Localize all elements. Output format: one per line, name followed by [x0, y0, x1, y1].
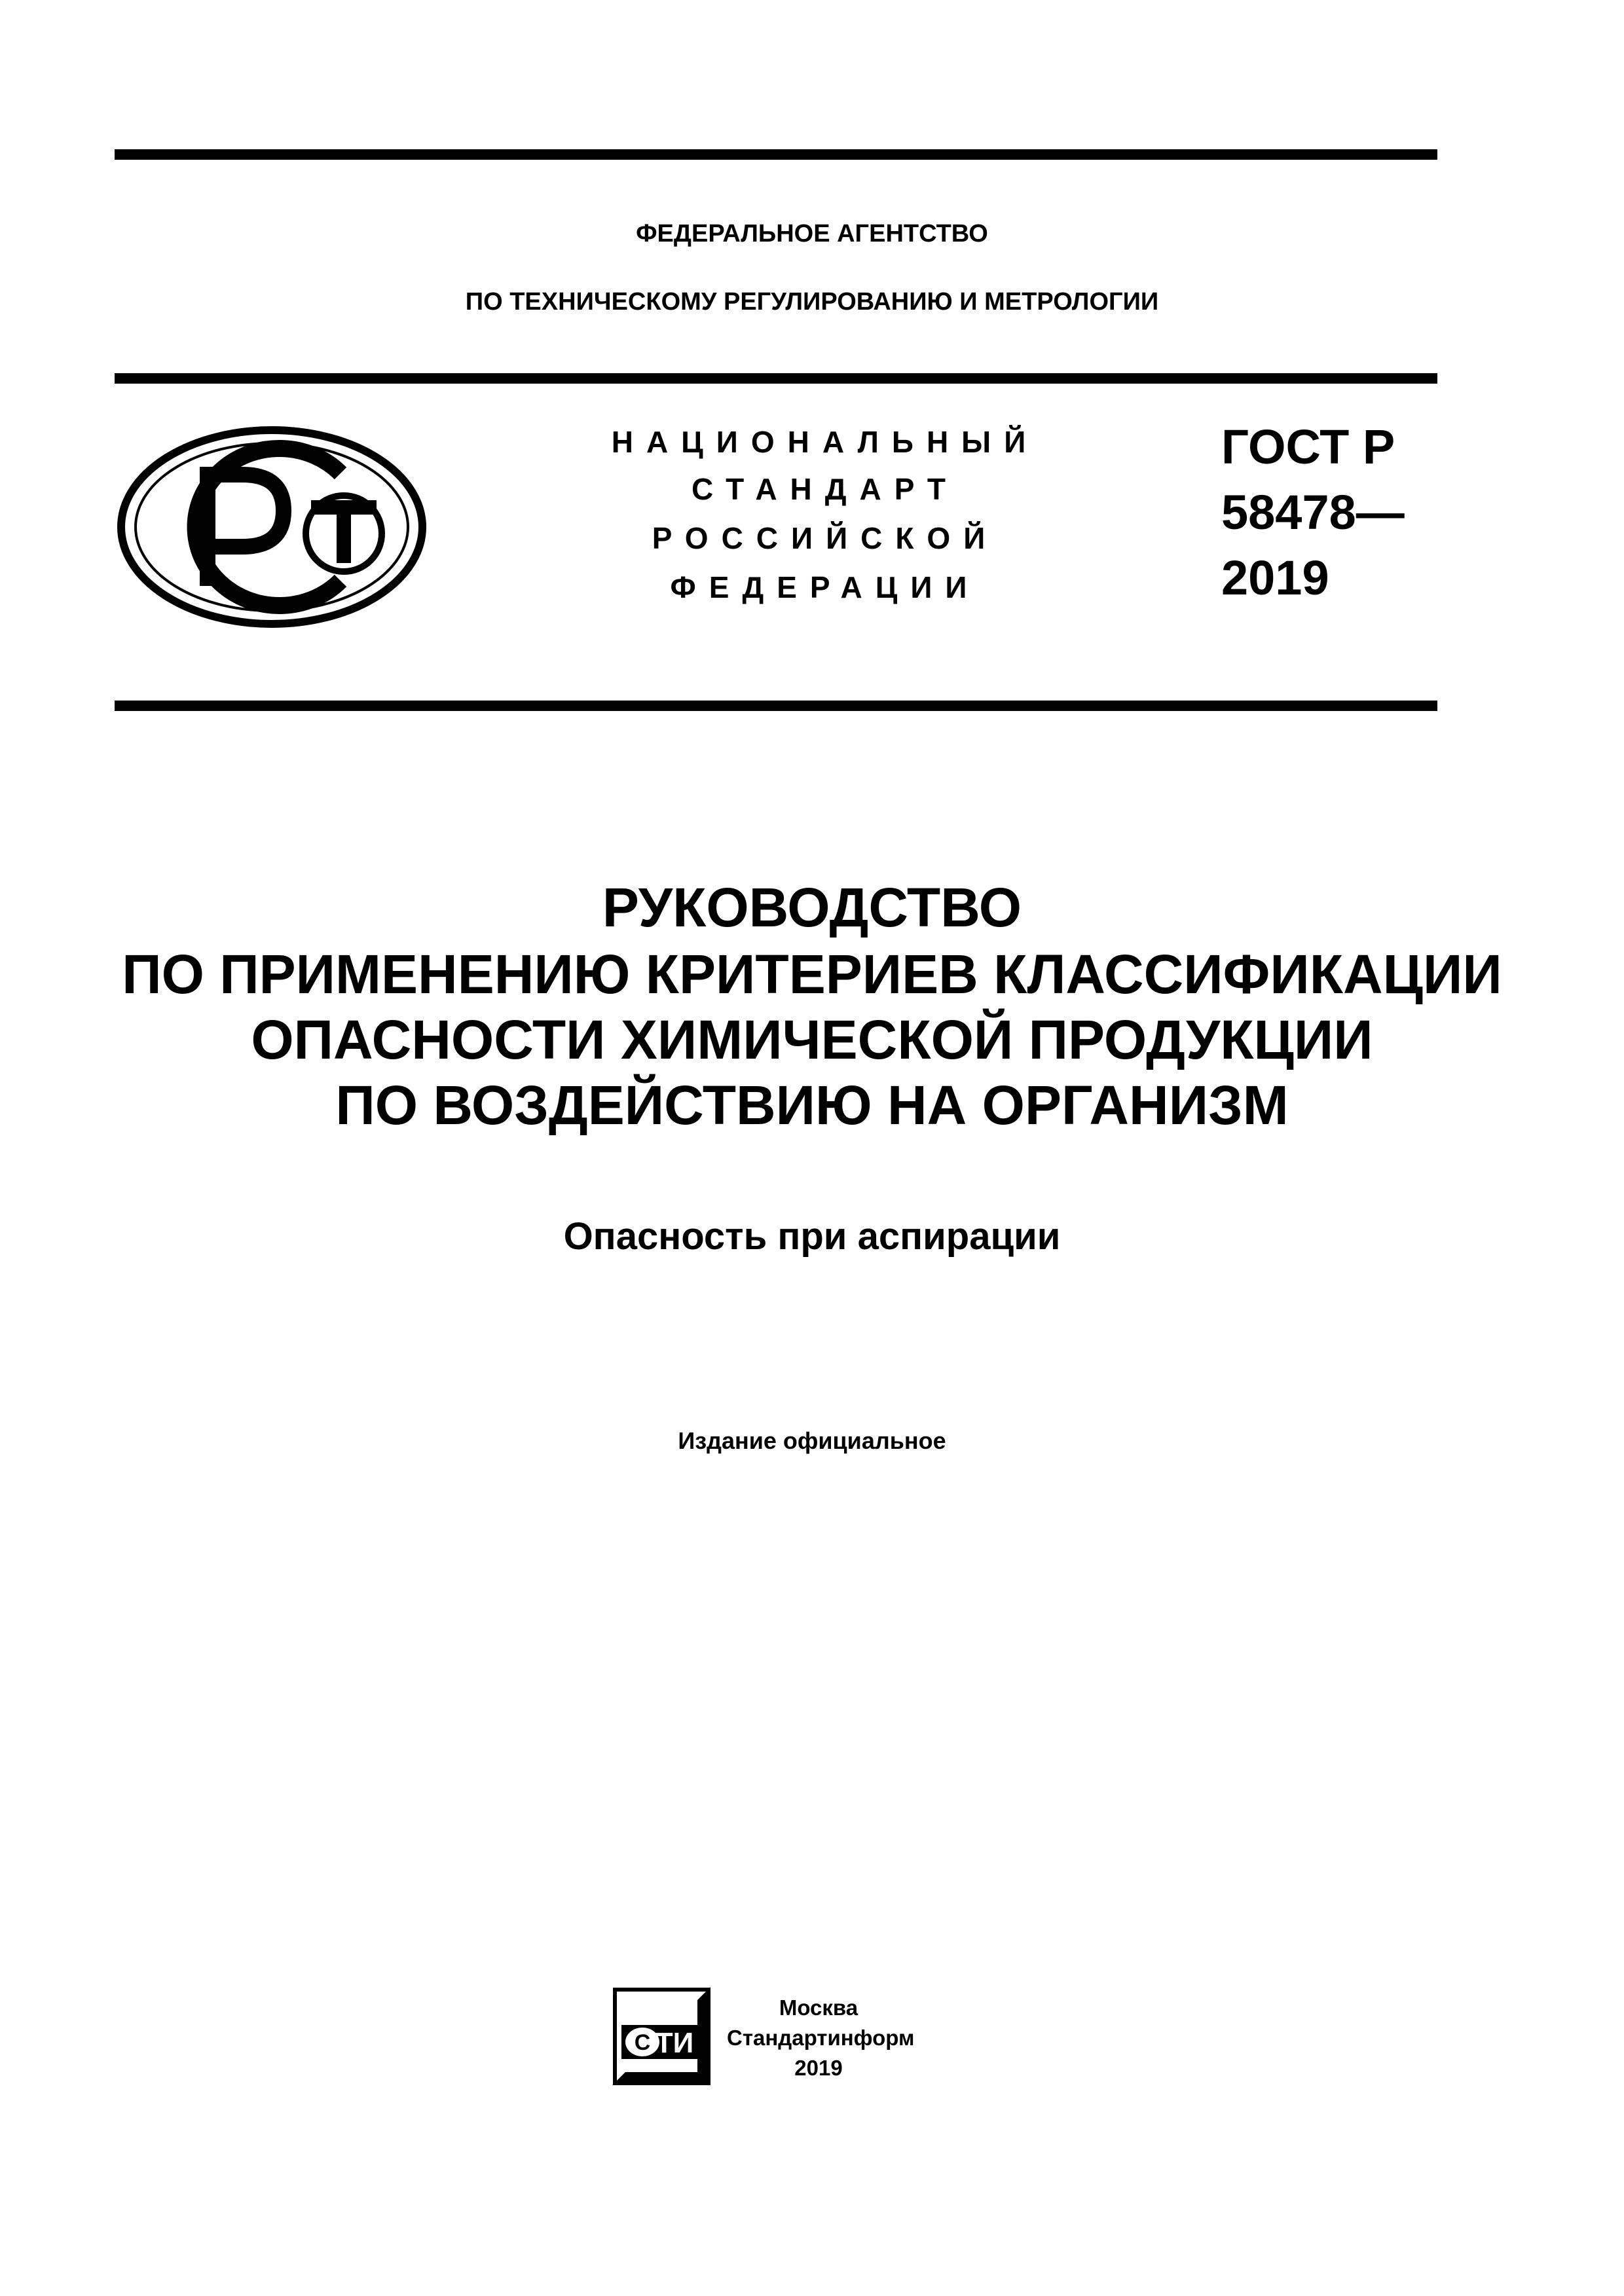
svg-text:ТИ: ТИ: [655, 2027, 694, 2059]
agency-rule: [115, 373, 1437, 384]
publisher-year: 2019: [794, 2056, 843, 2080]
document-title-line-3: ОПАСНОСТИ ХИМИЧЕСКОЙ ПРОДУКЦИИ: [251, 1009, 1373, 1070]
header-rule: [115, 701, 1437, 711]
document-title-line-4: ПО ВОЗДЕЙСТВИЮ НА ОРГАНИЗМ: [335, 1074, 1289, 1136]
publisher-city: Москва: [779, 1995, 858, 2020]
publisher-name: Стандартинформ: [727, 2026, 915, 2050]
gost-code-line-2: 58478—: [1221, 485, 1405, 539]
standard-type-line-3: РОССИЙСКОЙ: [652, 521, 999, 555]
svg-text:С: С: [634, 2030, 651, 2055]
top-rule: [115, 149, 1437, 160]
agency-line-1: ФЕДЕРАЛЬНОЕ АГЕНТСТВО: [636, 220, 988, 247]
gost-code-line-1: ГОСТ Р: [1221, 420, 1395, 474]
agency-line-2: ПО ТЕХНИЧЕСКОМУ РЕГУЛИРОВАНИЮ И МЕТРОЛОГИИ: [465, 288, 1159, 316]
publisher-logo-icon: [612, 1987, 710, 2085]
document-title-line-2: ПО ПРИМЕНЕНИЮ КРИТЕРИЕВ КЛАССИФИКАЦИИ: [122, 943, 1502, 1005]
edition-label: Издание официальное: [678, 1427, 946, 1454]
document-title-line-1: РУКОВОДСТВО: [602, 877, 1022, 938]
gost-logo-icon: [115, 422, 429, 632]
standard-type-line-4: ФЕДЕРАЦИИ: [670, 570, 980, 604]
standard-type-line-1: НАЦИОНАЛЬНЫЙ: [611, 425, 1039, 459]
document-subtitle: Опасность при аспирации: [563, 1215, 1061, 1258]
standard-type-line-2: СТАНДАРТ: [692, 472, 959, 506]
gost-code-line-3: 2019: [1221, 551, 1329, 605]
